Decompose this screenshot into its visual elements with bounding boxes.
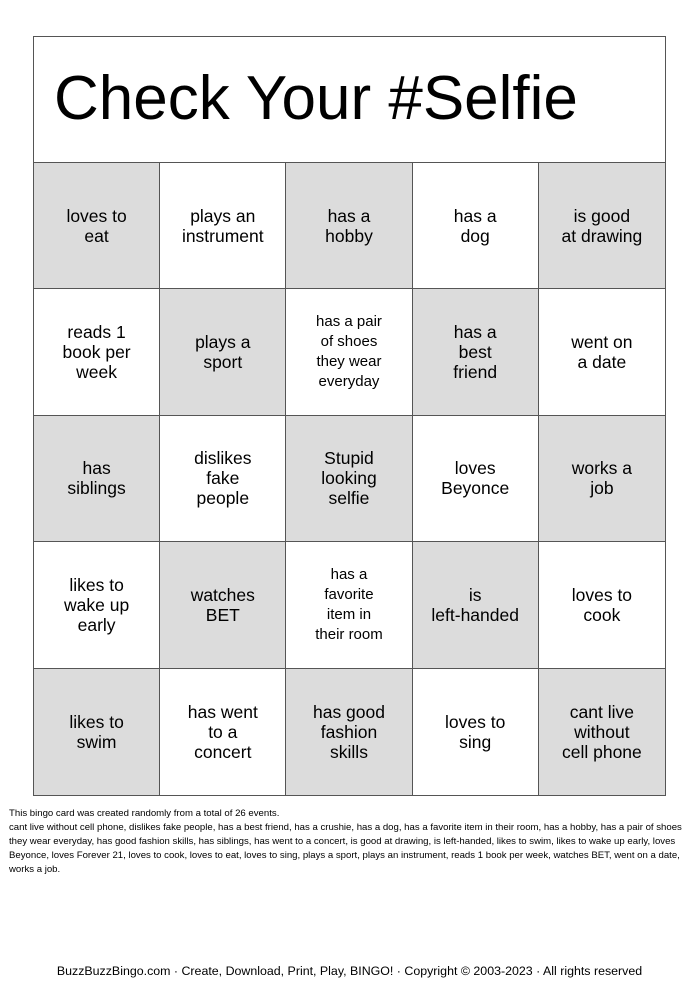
bingo-cell-text: is left-handed xyxy=(431,584,519,625)
bingo-cell xyxy=(286,669,412,795)
card-title: Check Your #Selfie xyxy=(54,64,578,133)
bingo-cell-text: loves to sing xyxy=(445,711,506,752)
card-note xyxy=(9,807,694,877)
bingo-cell xyxy=(160,163,286,289)
bingo-cell xyxy=(539,669,665,795)
bingo-cell xyxy=(413,416,539,542)
bingo-cell-text: loves Beyonce xyxy=(441,458,510,499)
bingo-cell xyxy=(413,289,539,415)
bingo-cell-text: loves to cook xyxy=(571,584,633,625)
bingo-cell-text: dislikes fake people xyxy=(194,448,252,509)
bingo-cell xyxy=(286,416,412,542)
bingo-cell-text: is good at drawing xyxy=(561,205,643,246)
bingo-cell-text: has a favorite item in their room xyxy=(315,565,383,643)
bingo-cell xyxy=(286,163,412,289)
bingo-cell-text: loves to eat xyxy=(66,205,127,246)
bingo-cell-text: has a pair of shoes they wear everyday xyxy=(316,313,382,391)
bingo-cell xyxy=(34,542,160,668)
bingo-cell-text: plays an instrument xyxy=(181,205,264,246)
bingo-cell-text: has good fashion skills xyxy=(312,701,385,762)
title-box xyxy=(34,37,665,163)
bingo-cell xyxy=(539,416,665,542)
bingo-cell-text: has siblings xyxy=(67,458,126,499)
bingo-cell-text: cant live without cell phone xyxy=(561,701,642,762)
bingo-cell xyxy=(286,289,412,415)
bingo-cell-text: Stupid looking selfie xyxy=(321,448,377,509)
bingo-grid xyxy=(34,163,665,795)
bingo-cell xyxy=(34,163,160,289)
footer: BuzzBuzzBingo.com · Create, Download, Print, Play, BINGO! · Copyright © 2003-2023 · All rights reserved xyxy=(56,964,643,978)
note-summary: This bingo card was created randomly from a total of 26 events. xyxy=(9,808,280,819)
bingo-cell-text: watches BET xyxy=(190,584,255,625)
bingo-cell xyxy=(160,289,286,415)
bingo-cell xyxy=(160,542,286,668)
bingo-cell-text: likes to wake up early xyxy=(64,574,130,635)
bingo-cell xyxy=(413,542,539,668)
note-events: cant live without cell phone, dislikes fake people, has a best friend, has a crushie, has a dog, has a favorite item in their room, has a hobby, has a pair of shoes they wear everyday, has good fashion skills, has siblings, has went to a concert, is good at drawing, is left-handed, likes to swim, likes to wake up early, loves Beyonce, loves Forever 21, loves to cook, loves to eat, loves to sing, plays a sport, plays an instrument, reads 1 book per week, watches BET, went on a date, works a job. xyxy=(9,822,682,875)
bingo-cell-text: has a dog xyxy=(453,205,497,246)
bingo-cell xyxy=(34,416,160,542)
bingo-cell-text: plays a sport xyxy=(195,332,251,373)
bingo-cell xyxy=(413,669,539,795)
bingo-cell-text: reads 1 book per week xyxy=(62,322,131,383)
bingo-cell xyxy=(160,669,286,795)
bingo-cell xyxy=(34,289,160,415)
bingo-cell-text: works a job xyxy=(571,458,633,499)
bingo-cell-text: has went to a concert xyxy=(187,701,258,762)
bingo-cell xyxy=(539,163,665,289)
bingo-cell xyxy=(413,163,539,289)
bingo-cell xyxy=(539,289,665,415)
bingo-card xyxy=(33,36,666,796)
bingo-cell xyxy=(539,542,665,668)
bingo-cell-text: has a best friend xyxy=(453,322,498,383)
bingo-cell-text: has a hobby xyxy=(325,205,373,246)
bingo-cell xyxy=(286,542,412,668)
bingo-cell-text: went on a date xyxy=(571,332,633,373)
bingo-cell xyxy=(34,669,160,795)
bingo-cell-text: likes to swim xyxy=(69,711,124,752)
bingo-cell xyxy=(160,416,286,542)
